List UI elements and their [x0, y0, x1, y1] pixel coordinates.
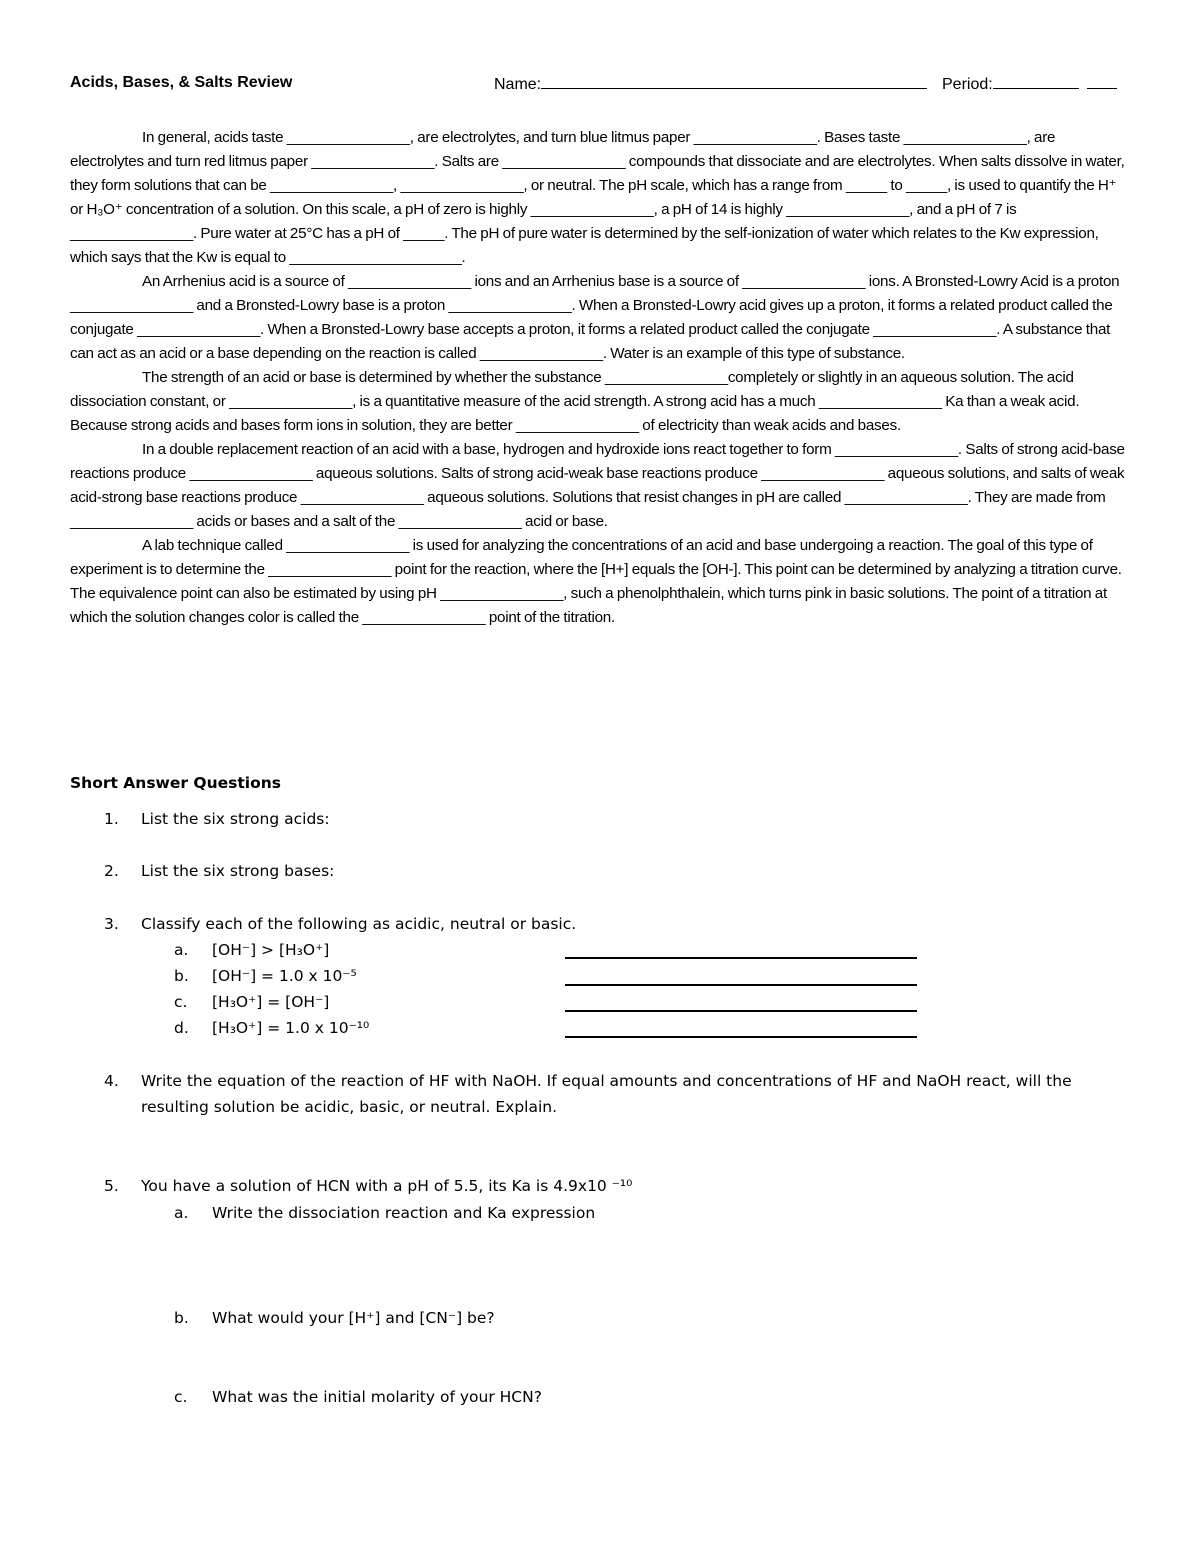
item-letter: b.: [174, 967, 189, 985]
item-text: [H₃O⁺] = 1.0 x 10⁻¹⁰: [212, 1019, 370, 1037]
period-field: [942, 74, 1117, 94]
question-text: Classify each of the following as acidic, neutral or basic.: [141, 915, 577, 933]
question-text: List the six strong bases:: [141, 862, 335, 880]
q3-answer-line-a[interactable]: [565, 957, 917, 959]
name-field: [494, 74, 927, 94]
worksheet-title: Acids, Bases, & Salts Review: [70, 74, 293, 91]
review-paragraph-salts: In a double replacement reaction of an acid with a base, hydrogen and hydroxide ions react together to form _______________. Salts of strong acid-base reactions produce _______________ aqueous solutions. Salts of strong acid-weak base reactions produce _______________ aqueous solutions, and salts of weak acid-strong base reactions produce _______________ aqueous solutions. Solutions that resist changes in pH are called _______________. They are made from _______________ acids or bases and a salt of the _______________ acid or base.: [70, 441, 1125, 530]
question-text: List the six strong acids:: [141, 810, 330, 828]
short-answer-title: Short Answer Questions: [70, 774, 282, 792]
review-paragraph-arrhenius: An Arrhenius acid is a source of _______________ ions and an Arrhenius base is a source of _______________ ions. A Bronsted-Lowry Acid is a proton _______________ and a Bronsted-Lowry base is a proton _______________. When a Bronsted-Lowry acid gives up a proton, it forms a related product called the conjugate _______________. When a Bronsted-Lowry base accepts a proton, it forms a related product called the conjugate _______________. A substance that can act as an acid or a base depending on the reaction is called _______________. Water is an example of this type of substance.: [70, 273, 1120, 362]
question-number: 5.: [104, 1177, 119, 1195]
item-letter: a.: [174, 1204, 189, 1222]
item-letter: b.: [174, 1309, 189, 1327]
question-number: 4.: [104, 1072, 119, 1090]
q3-answer-line-c[interactable]: [565, 1010, 917, 1012]
question-number: 3.: [104, 915, 119, 933]
review-paragraph-general: In general, acids taste _______________, are electrolytes, and turn blue litmus paper _______________. Bases taste _______________, are electrolytes and turn red litmus paper _______________. Salts are _______________ compounds that dissociate and are electrolytes. When salts dissolve in water, they form solutions that can be _______________, _______________, or neutral. The pH scale, which has a range from _____ to _____, is used to quantify the H⁺ or H₃O⁺ concentration of a solution. On this scale, a pH of zero is highly _______________, a pH of 14 is highly _______________, and a pH of 7 is _______________. Pure water at 25°C has a pH of _____. The pH of pure water is determined by the self-ionization of water which relates to the Kw expression, which says that the Kw is equal to _____________________.: [70, 129, 1125, 266]
question-number: 2.: [104, 862, 119, 880]
item-letter: c.: [174, 993, 188, 1011]
item-text: Write the dissociation reaction and Ka expression: [212, 1204, 596, 1222]
review-paragraph-titration: A lab technique called _______________ is used for analyzing the concentrations of an acid and base undergoing a reaction. The goal of this type of experiment is to determine the _______________ point for the reaction, where the [H+] equals the [OH-]. This point can be determined by analyzing a titration curve. The equivalence point can also be estimated by using pH _______________, such a phenolphthalein, which turns pink in basic solutions. The point of a titration at which the solution changes color is called the _______________ point of the titration.: [70, 537, 1122, 626]
item-letter: a.: [174, 941, 189, 959]
worksheet-header: [70, 74, 1130, 98]
period-label: Period:: [942, 76, 993, 93]
question-text: Write the equation of the reaction of HF with NaOH. If equal amounts and concentrations of HF and NaOH react, will the resulting solution be acidic, basic, or neutral. Explain.: [141, 1072, 1072, 1116]
item-text: [OH⁻] > [H₃O⁺]: [212, 941, 330, 959]
item-text: What would your [H⁺] and [CN⁻] be?: [212, 1309, 495, 1327]
question-text: You have a solution of HCN with a pH of 5.5, its Ka is 4.9x10 ⁻¹⁰: [141, 1177, 633, 1195]
review-paragraph-strength: The strength of an acid or base is determined by whether the substance _______________completely or slightly in an aqueous solution. The acid dissociation constant, or _______________, is a quantitative measure of the acid strength. A strong acid has a much _______________ Ka than a weak acid. Because strong acids and bases form ions in solution, they are better _______________ of electricity than weak acids and bases.: [70, 369, 1080, 434]
item-text: [OH⁻] = 1.0 x 10⁻⁵: [212, 967, 357, 985]
name-label: Name:: [494, 76, 542, 93]
period-blank[interactable]: [993, 74, 1079, 89]
item-letter: d.: [174, 1019, 189, 1037]
question-number: 1.: [104, 810, 119, 828]
period-blank-extra[interactable]: [1087, 74, 1117, 89]
q3-answer-line-b[interactable]: [565, 984, 917, 986]
q3-answer-line-d[interactable]: [565, 1036, 917, 1038]
item-letter: c.: [174, 1388, 188, 1406]
review-paragraphs: [70, 126, 1132, 630]
item-text: What was the initial molarity of your HCN?: [212, 1388, 542, 1406]
name-blank[interactable]: [541, 74, 927, 89]
item-text: [H₃O⁺] = [OH⁻]: [212, 993, 330, 1011]
